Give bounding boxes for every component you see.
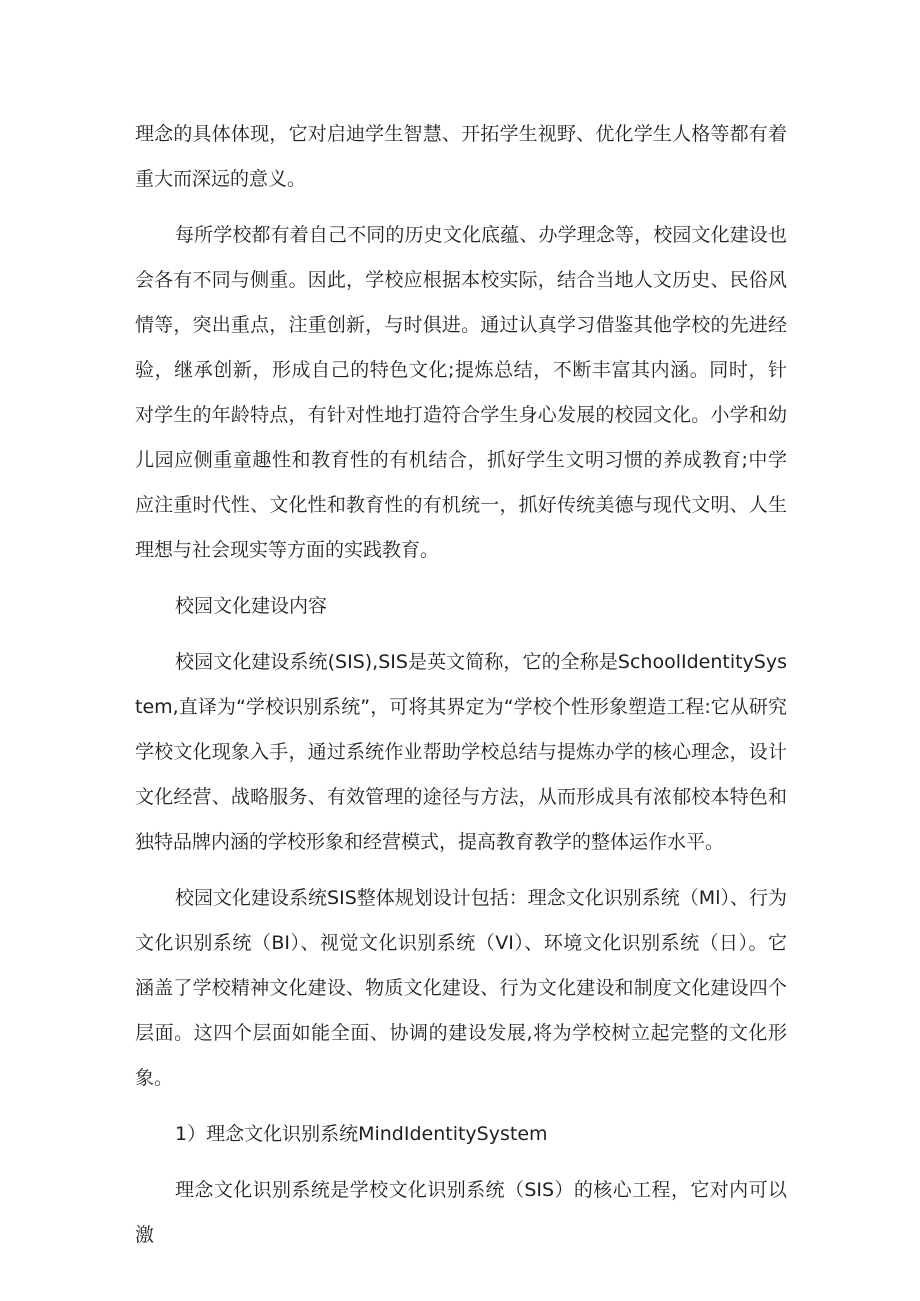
paragraph-sis-definition: 校园文化建设系统(SIS),SIS是英文简称，它的全称是SchoolIdentitySystem,直译为“学校识别系统”，可将其界定为“学校个性形象塑造工程:它从研究学校文化现象入手，通过系统作业帮助学校总结与提炼办学的核心理念，设计文化经营、战略服务、有效管理的途径与方法，从而形成具有浓郁校本特色和独特品牌内涵的学校形象和经营模式，提高教育教学的整体运作水平。 (135, 651, 787, 853)
subsection-heading-mind-identity: 1）理念文化识别系统MindIdentitySystem (175, 1123, 548, 1145)
paragraph-continuation: 理念的具体体现，它对启迪学生智慧、开拓学生视野、优化学生人格等都有着重大而深远的意义。 (135, 123, 787, 190)
document-body (135, 112, 787, 1258)
paragraph-school-culture-differences: 每所学校都有着自己不同的历史文化底蕴、办学理念等，校园文化建设也会各有不同与侧重。因此，学校应根据本校实际，结合当地人文历史、民俗风情等，突出重点，注重创新，与时俱进。通过认真学习借鉴其他学校的先进经验，继承创新，形成自己的特色文化;提炼总结，不断丰富其内涵。同时，针对学生的年龄特点，有针对性地打造符合学生身心发展的校园文化。小学和幼儿园应侧重童趣性和教育性的有机结合，抓好学生文明习惯的养成教育;中学应注重时代性、文化性和教育性的有机统一，抓好传统美德与现代文明、人生理想与社会现实等方面的实践教育。 (135, 224, 787, 561)
section-heading-content: 校园文化建设内容 (175, 595, 328, 617)
paragraph-mind-identity-intro: 理念文化识别系统是学校文化识别系统（SIS）的核心工程，它对内可以激 (135, 1179, 787, 1246)
paragraph-sis-planning: 校园文化建设系统SIS整体规划设计包括：理念文化识别系统（Ml）、行为文化识别系统（BI）、视觉文化识别系统（VI）、环境文化识别系统（日）。它涵盖了学校精神文化建设、物质文化建设、行为文化建设和制度文化建设四个层面。这四个层面如能全面、协调的建设发展,将为学校树立起完整的文化形象。 (135, 887, 787, 1089)
